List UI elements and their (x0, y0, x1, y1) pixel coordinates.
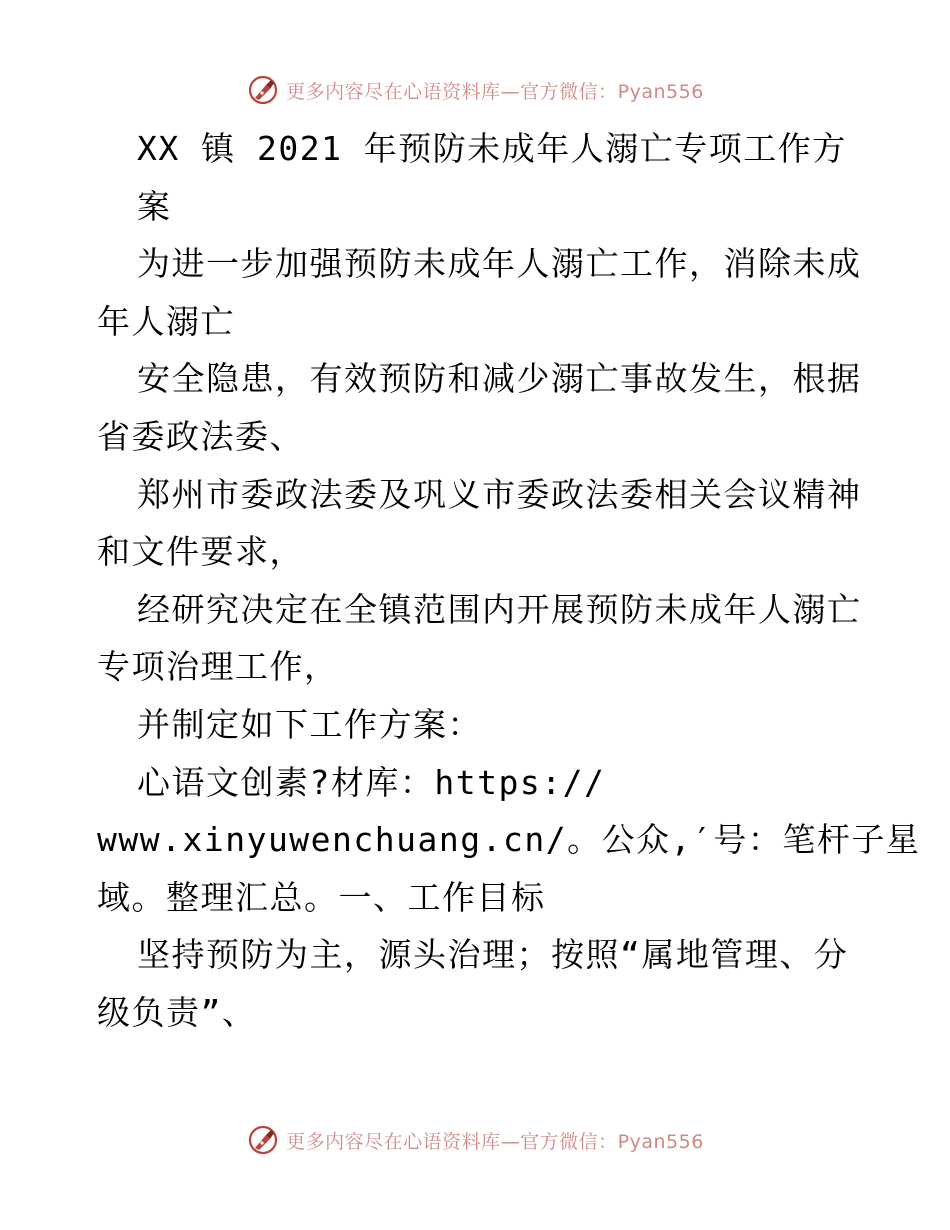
watermark-text: 更多内容尽在心语资料库—官方微信：Pyan556 (286, 80, 704, 103)
paragraph-line: 郑州市委政法委及巩义市委政法委相关会议精神 (137, 474, 862, 514)
pen-nib-logo-icon (246, 1123, 280, 1157)
footer-watermark (0, 1120, 950, 1160)
paragraph-line: 坚持预防为主，源头治理；按照“属地管理、分 (137, 935, 849, 975)
paragraph-line: 为进一步加强预防未成年人溺亡工作，消除未成 (137, 244, 862, 284)
paragraph-line: 和文件要求， (97, 532, 304, 572)
paragraph-line: 年人溺亡 (97, 301, 235, 341)
document-title-continued: 案 (137, 186, 172, 226)
paragraph-line: 专项治理工作， (97, 647, 339, 687)
paragraph-line: 并制定如下工作方案： (137, 704, 482, 744)
paragraph-line: 域。整理汇总。一、工作目标 (97, 877, 546, 917)
paragraph-line: 省委政法委、 (97, 416, 304, 456)
paragraph-line: www.xinyuwenchuang.cn/。公众,′号：笔杆子星 (97, 820, 921, 860)
header-watermark (0, 70, 950, 110)
paragraph-line: 安全隐患，有效预防和减少溺亡事故发生，根据 (137, 359, 862, 399)
paragraph-line: 级负责”、 (97, 992, 257, 1032)
document-body (97, 120, 921, 1042)
watermark-text: 更多内容尽在心语资料库—官方微信：Pyan556 (286, 1130, 704, 1153)
pen-nib-logo-icon (246, 73, 280, 107)
paragraph-line: 心语文创素?材库：https:// (137, 762, 606, 802)
document-title: XX 镇 2021 年预防未成年人溺亡专项工作方 (137, 129, 847, 168)
paragraph-line: 经研究决定在全镇范围内开展预防未成年人溺亡 (137, 589, 862, 629)
